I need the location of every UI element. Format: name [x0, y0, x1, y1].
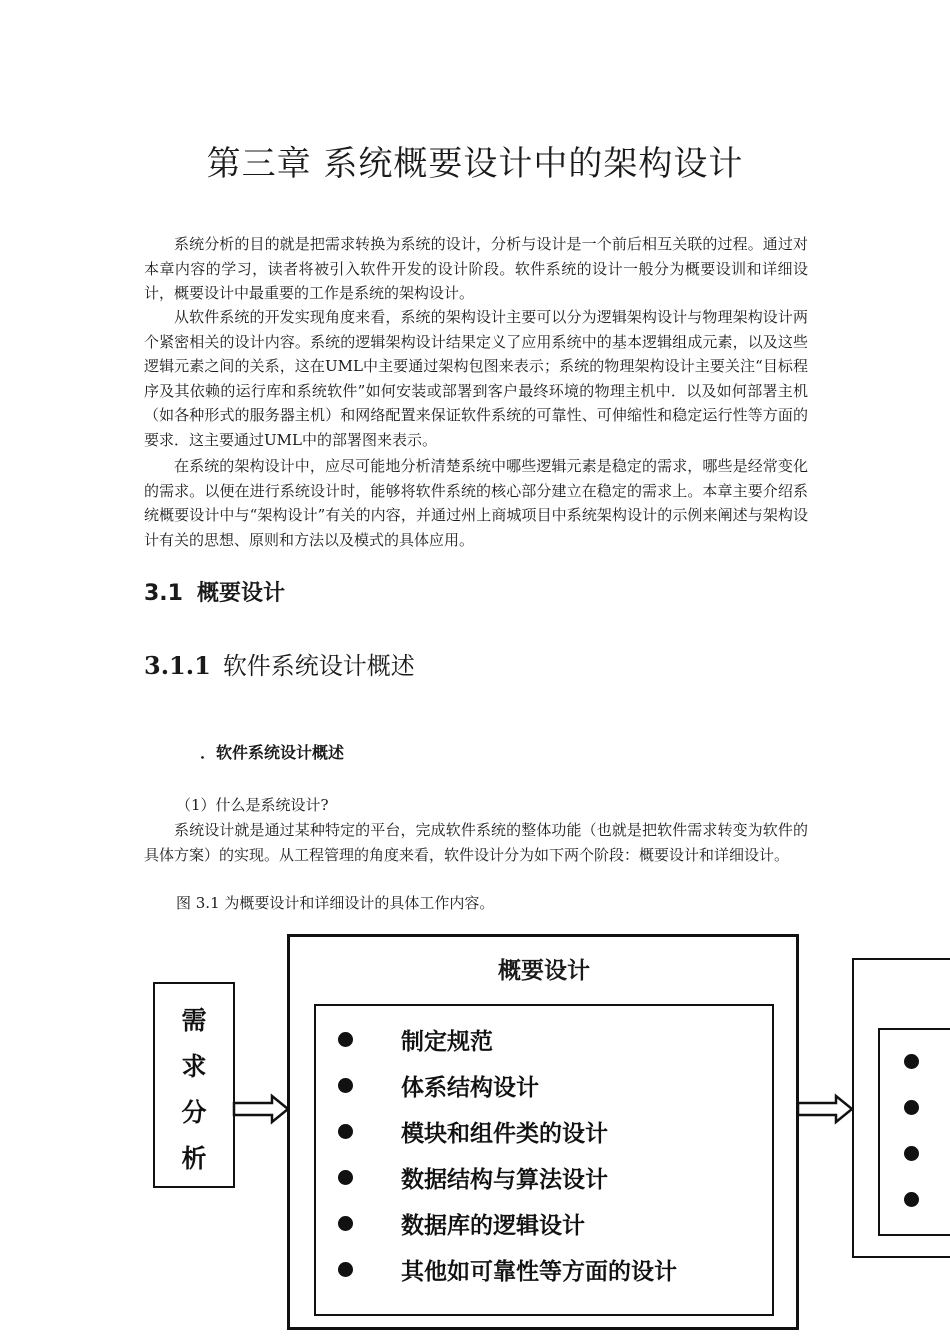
- req-char-1: 需: [181, 1006, 207, 1035]
- outline-item-label: 制定规范: [401, 1028, 493, 1055]
- req-char-4: 析: [181, 1144, 207, 1173]
- arrow-to-detailed-design: [798, 1094, 854, 1124]
- outline-item-4: [338, 1162, 608, 1192]
- outline-item-2: [338, 1070, 539, 1100]
- requirements-analysis-box: [153, 982, 235, 1188]
- subsubsection-heading: ．软件系统设计概述: [200, 743, 345, 762]
- section-title: 概要设计: [196, 581, 285, 606]
- req-char-3: 分: [181, 1098, 207, 1127]
- bullet-icon: [338, 1124, 353, 1139]
- outline-item-5: [338, 1208, 585, 1238]
- answer-paragraph: 系统设计就是通过某种特定的平台，完成软件系统的整体功能（也就是把软件需求转变为软件的具体方案）的实现。从工程管理的角度来看，软件设计分为如下两个阶段：概要设计和详细设计。: [144, 821, 808, 864]
- figure-reference: 图 3.1 为概要设计和详细设计的具体工作内容。: [176, 894, 495, 912]
- intro-paragraph-3: 在系统的架构设计中，应尽可能地分析清楚系统中哪些逻辑元素是稳定的需求，哪些是经常变化的需求。以便在进行系统设计时，能够将软件系统的核心部分建立在稳定的需求上。本章主要介绍系统概要设计中与“架构设计”有关的内容，并通过州上商城项目中系统架构设计的示例来阐述与架构设计有关的思想、原则和方法以及模式的具体应用。: [144, 457, 808, 549]
- bullet-icon: [338, 1216, 353, 1231]
- outline-item-label: 数据库的逻辑设计: [401, 1212, 585, 1239]
- outline-item-1: [338, 1024, 493, 1054]
- req-char-2: 求: [181, 1052, 207, 1081]
- section-heading: [144, 576, 285, 607]
- bullet-icon: [338, 1078, 353, 1093]
- requirements-analysis-label: [155, 998, 233, 1182]
- bullet-icon: [338, 1262, 353, 1277]
- intro-paragraph-1: 系统分析的目的就是把需求转换为系统的设计，分析与设计是一个前后相互关联的过程。通过对本章内容的学习，读者将被引入软件开发的设计阶段。软件系统的设计一般分为概要设训和详细设计，概要设计中最重要的工作是系统的架构设计。: [144, 235, 808, 302]
- outline-item-label: 数据结构与算法设计: [401, 1166, 608, 1193]
- bullet-icon: [338, 1032, 353, 1047]
- bullet-icon: [904, 1100, 919, 1115]
- chapter-title: 第三章 系统概要设计中的架构设计: [206, 144, 744, 184]
- question-line: （1）什么是系统设计?: [176, 796, 329, 814]
- section-number: 3.1: [144, 581, 183, 606]
- subsection-title: 软件系统设计概述: [222, 652, 415, 680]
- bullet-icon: [338, 1170, 353, 1185]
- outline-item-label: 模块和组件类的设计: [401, 1120, 608, 1147]
- outline-item-3: [338, 1116, 608, 1146]
- subsection-number: 3.1.1: [144, 651, 211, 680]
- arrow-to-outline-design: [234, 1094, 290, 1124]
- outline-item-6: [338, 1254, 677, 1284]
- outline-item-label: 其他如可靠性等方面的设计: [401, 1258, 677, 1285]
- outline-design-title: 概要设计: [498, 958, 590, 984]
- subsection-heading: [144, 646, 415, 681]
- outline-item-label: 体系结构设计: [401, 1074, 539, 1101]
- bullet-icon: [904, 1192, 919, 1207]
- bullet-icon: [904, 1146, 919, 1161]
- intro-paragraph-2: 从软件系统的开发实现角度来看，系统的架构设计主要可以分为逻辑架构设计与物理架构设计两个紧密相关的设计内容。系统的逻辑架构设计结果定义了应用系统中的基本逻辑组成元素，以及这些逻辑元素之间的关系，这在UML中主要通过架构包图来表示；系统的物理架构设计主要关注“目标程序及其依赖的运行库和系统软件”如何安装或部署到客户最终环境的物理主机中．以及如何部署主机（如各种形式的服务器主机）和网络配置来保证软件系统的可靠性、可伸缩性和稳定运行性等方面的要求．这主要通过UML中的部署图来表示。: [144, 308, 808, 449]
- bullet-icon: [904, 1054, 919, 1069]
